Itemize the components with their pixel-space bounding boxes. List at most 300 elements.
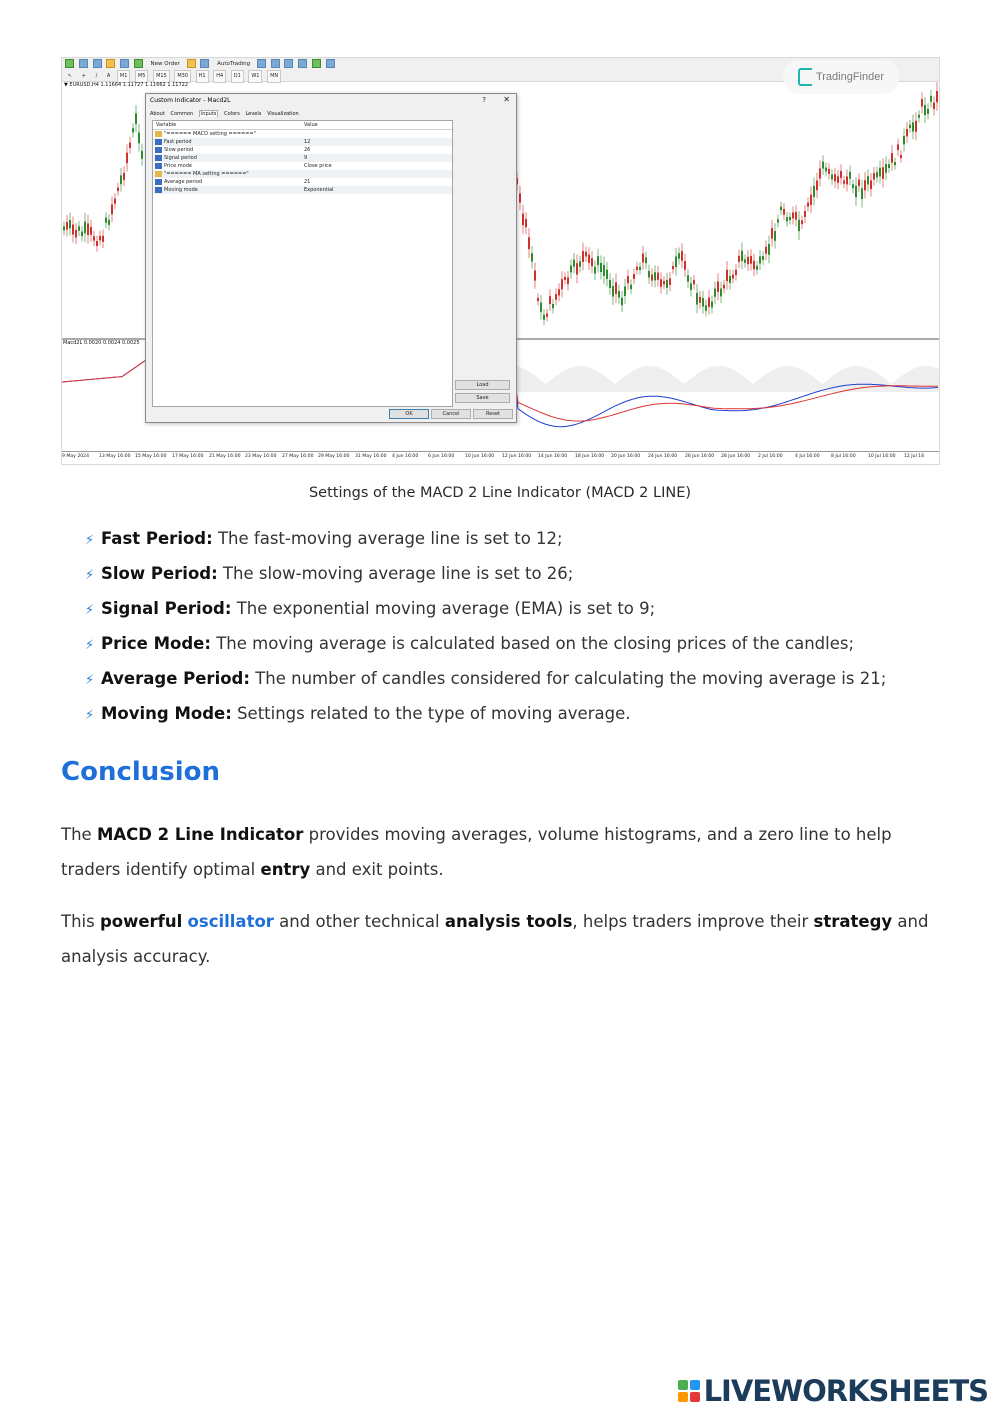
dialog-title: Custom Indicator - Macd2L [150,97,231,104]
indicator-settings-screenshot [61,57,940,465]
candle-body [702,298,704,307]
candle-body [651,275,653,281]
candle-body [633,274,635,279]
candle-body [891,153,893,163]
timeframe-m1[interactable]: M1 [117,70,131,83]
param-text: The slow-moving average line is set to 26; [217,564,574,583]
candle-body [618,291,620,298]
candle-body [711,301,713,307]
candle-body [609,280,611,288]
candle-body [819,168,821,178]
candle-body [906,129,908,136]
candle-body [621,298,623,306]
market-watch-icon[interactable] [93,59,102,68]
candle-body [813,186,815,197]
timeframe-w1[interactable]: W1 [248,70,262,83]
candle-body [696,293,698,305]
candle-body [549,296,551,304]
candle-body [600,263,602,272]
param-key: Slow Period: [101,564,218,583]
tradingfinder-mark-icon [798,68,812,86]
tab-common[interactable]: Common [170,111,194,117]
candle-body [129,143,131,148]
candle-body [66,222,68,230]
oscillator-link[interactable]: oscillator [187,912,274,931]
candle-body [690,283,692,290]
value-cell[interactable]: 12 [304,139,311,145]
candle-body [807,203,809,207]
candle-body [630,285,632,289]
candle-body [939,102,940,108]
help-button[interactable]: ? [482,96,486,104]
candle-body [693,280,695,284]
timeframe-mn[interactable]: MN [267,70,281,83]
table-row[interactable] [153,146,452,154]
candle-body [801,220,803,224]
number-type-icon [155,163,162,169]
editor-icon[interactable] [187,59,196,68]
candle-body [555,294,557,300]
timeframe-m5[interactable]: M5 [135,70,149,83]
timeframe-m15[interactable]: M15 [153,70,170,83]
number-type-icon [155,179,162,185]
candle-body [837,176,839,183]
number-type-icon [155,187,162,193]
date-tick-label: 31 May 16:00 [355,454,387,459]
candle-body [852,184,854,188]
param-key: Fast Period: [101,529,213,548]
list-item [85,597,886,632]
candle-body [792,212,794,218]
date-tick-label: 10 Jul 16:00 [868,454,896,459]
list-item [85,562,886,597]
bold-term: MACD 2 Line Indicator [96,825,304,844]
param-text: The moving average is calculated based on the closing prices of the candles; [210,634,855,653]
candle-body [867,176,869,184]
table-row[interactable] [153,162,452,170]
candle-chart-icon[interactable] [271,59,280,68]
candle-body [843,181,845,184]
param-text: The exponential moving average (EMA) is set to 9; [231,599,656,618]
candle-body [603,265,605,276]
candle-body [126,153,128,164]
candle-body [90,227,92,235]
date-tick-label: 18 Jun 16:00 [575,454,605,459]
candle-body [558,289,560,295]
candle-body [660,279,662,287]
table-row[interactable] [153,186,452,194]
lightning-bullet-icon: ⚡ [85,603,95,618]
candle-body [540,303,542,312]
candle-body [648,271,650,278]
tab-colors[interactable]: Colors [224,111,240,117]
param-text: Settings related to the type of moving average. [231,704,631,723]
timeframe-d1[interactable]: D1 [231,70,244,83]
candle-body [888,164,890,168]
candle-body [774,231,776,241]
candle-body [750,256,752,264]
conclusion-heading: Conclusion [61,757,221,787]
text-run: This [61,912,100,931]
logo-square [678,1380,688,1390]
string-type-icon [155,131,162,137]
date-tick-label: 23 May 16:00 [245,454,277,459]
candle-body [639,267,641,270]
reset-button[interactable]: Reset [473,409,513,419]
candle-body [636,267,638,270]
candle-body [543,315,545,320]
dialog-tabs [150,110,303,118]
candle-body [783,209,785,215]
line-tool-icon[interactable]: / [95,73,98,79]
candle-body [624,286,626,295]
profiles-icon[interactable] [79,59,88,68]
table-row[interactable] [153,170,452,178]
param-key: Moving Mode: [101,704,232,723]
bold-term: entry [260,860,311,879]
candle-body [117,188,119,191]
value-cell[interactable]: 26 [304,147,311,153]
bar-chart-icon[interactable] [257,59,266,68]
figure-caption: Settings of the MACD 2 Line Indicator (MACD 2 LINE) [308,485,692,501]
date-tick-label: 27 May 16:00 [282,454,314,459]
candle-body [132,128,134,132]
candle-body [75,230,77,237]
candle-body [528,237,530,249]
candle-body [576,263,578,274]
save-button[interactable]: Save [455,393,510,403]
tab-inputs[interactable]: Inputs [200,111,217,117]
candle-body [804,211,806,217]
candle-body [93,236,95,241]
candle-body [63,226,65,230]
candle-body [102,236,104,242]
text-run: , helps traders improve their [572,912,814,931]
brand-name: TradingFinder [815,71,885,83]
candle-body [594,267,596,274]
number-type-icon [155,147,162,153]
candle-body [69,220,71,228]
tab-levels[interactable]: Levels [245,111,262,117]
new-chart-icon[interactable] [65,59,74,68]
candle-body [546,313,548,316]
candle-body [897,144,899,150]
candle-body [846,176,848,184]
timeframe-h4[interactable]: H4 [213,70,226,83]
candle-body [741,251,743,261]
parameter-list [85,527,886,737]
candle-body [699,297,701,303]
candle-body [933,103,935,109]
candle-body [909,125,911,128]
tab-about[interactable]: About [150,111,165,117]
candle-body [879,168,881,177]
candle-body [642,253,644,262]
text-tool-icon[interactable]: A [106,73,111,79]
symbol-quote-line: ▼ EURUSD,H4 1.11664 1.11727 1.11662 1.11722 [64,82,189,88]
date-tick-label: 4 Jun 16:00 [392,454,419,459]
candle-body [915,121,917,132]
text-run: The [61,825,97,844]
variable-column-header: Variable [156,122,177,128]
candle-body [585,252,587,257]
candle-body [120,175,122,184]
candle-body [738,256,740,262]
candle-body [726,270,728,281]
bold-term: powerful [99,912,183,931]
candle-body [564,277,566,280]
table-row[interactable] [153,154,452,162]
close-button[interactable]: ✕ [503,95,510,104]
candle-body [822,162,824,169]
candle-body [657,273,659,280]
tab-visualization[interactable]: Visualization [267,111,299,117]
autotrading-button[interactable]: AutoTrading [217,61,251,67]
lightning-bullet-icon: ⚡ [85,568,95,583]
indicators-icon[interactable] [312,59,321,68]
candle-body [780,207,782,211]
number-type-icon [155,139,162,145]
param-key: Signal Period: [101,599,232,618]
navigator-icon[interactable] [106,59,115,68]
candle-body [81,232,83,237]
date-tick-label: 21 May 16:00 [209,454,241,459]
candle-body [918,115,920,118]
candle-body [936,91,938,102]
candle-body [870,180,872,189]
candle-body [786,217,788,221]
param-text: The fast-moving average line is set to 12; [212,529,563,548]
candle-body [606,270,608,279]
value-cell[interactable]: 21 [304,179,311,185]
logo-square [678,1392,688,1402]
candle-body [579,261,581,266]
terminal-icon[interactable] [120,59,129,68]
candle-body [882,167,884,179]
candle-body [654,272,656,280]
date-tick-label: 20 Jun 16:00 [611,454,641,459]
date-tick-label: 13 May 16:00 [99,454,131,459]
candle-body [570,266,572,273]
candle-body [72,224,74,234]
date-tick-label: 24 Jun 16:00 [648,454,678,459]
candle-body [723,285,725,289]
param-key: Average Period: [101,669,250,688]
candle-body [861,188,863,199]
candle-body [747,257,749,264]
variable-cell: Slow period [164,147,194,153]
candle-body [768,244,770,255]
candle-body [900,155,902,158]
date-tick-label: 8 Jul 16:00 [831,454,856,459]
macd-indicator-label: Macd2L 0.0020 0.0024 0.0025 [63,340,140,346]
value-cell[interactable]: Close price [304,163,332,169]
candle-body [831,175,833,180]
ok-button[interactable]: OK [389,409,429,419]
list-item [85,632,886,667]
value-column-header: Value [304,122,318,128]
date-tick-label: 15 May 16:00 [135,454,167,459]
logo-square [690,1392,700,1402]
conclusion-paragraph-2 [61,904,941,974]
candle-body [708,298,710,307]
variable-cell: Price mode [164,163,192,169]
candle-body [795,212,797,219]
candle-body [141,151,143,159]
date-axis [62,451,939,465]
candle-body [84,222,86,234]
logo-square [690,1380,700,1390]
text-run: and exit points. [310,860,444,879]
bold-term: strategy [813,912,893,931]
lightning-bullet-icon: ⚡ [85,673,95,688]
candle-body [864,180,866,190]
number-type-icon [155,155,162,161]
text-run: provides moving averages, volume histograms, and a zero line to help traders identify optimal [61,825,892,879]
candle-body [735,270,737,275]
candle-body [720,289,722,297]
candle-body [663,281,665,285]
table-row[interactable] [153,178,452,186]
periods-icon[interactable] [326,59,335,68]
variable-cell: "====== MACD setting ======" [164,131,256,137]
variable-cell: "====== MA setting ======" [164,171,249,177]
candle-body [876,172,878,177]
crosshair-icon[interactable]: + [81,73,86,79]
text-run: and analysis accuracy. [61,912,929,966]
candle-body [519,193,521,202]
candle-body [567,277,569,284]
variable-cell: Average period [164,179,203,185]
variable-cell: Fast period [164,139,192,145]
liveworksheets-wordmark: LIVEWORKSHEETS [703,1374,988,1408]
candle-body [759,256,761,263]
date-tick-label: 29 May 16:00 [318,454,350,459]
date-tick-label: 2 Jul 16:00 [758,454,783,459]
candle-body [930,96,932,102]
candle-body [714,289,716,297]
tradingfinder-logo [783,60,899,94]
candle-body [99,236,101,240]
candle-body [96,241,98,246]
candle-body [666,280,668,288]
date-tick-label: 4 Jul 16:00 [795,454,820,459]
load-button[interactable]: Load [455,380,510,390]
table-row[interactable] [153,130,452,138]
candle-body [681,251,683,261]
candle-body [825,167,827,171]
table-header [153,121,452,130]
date-tick-label: 12 Jun 16:00 [502,454,532,459]
candle-body [615,282,617,294]
candle-body [729,276,731,283]
date-tick-label: 12 Jul 16 [904,454,925,459]
candle-body [810,195,812,205]
date-tick-label: 17 May 16:00 [172,454,204,459]
candle-body [798,220,800,231]
inputs-table [152,120,453,407]
candle-body [717,282,719,292]
candle-body [924,105,926,115]
cursor-icon[interactable]: ↖ [68,73,73,79]
conclusion-paragraph-1 [61,817,941,887]
new-order-icon [134,59,143,68]
candle-body [816,181,818,191]
candle-body [108,220,110,225]
lightning-bullet-icon: ⚡ [85,638,95,653]
candle-body [834,174,836,181]
candle-body [894,162,896,165]
candle-body [534,270,536,280]
candle-body [87,223,89,235]
candle-body [138,133,140,144]
candle-body [645,257,647,263]
candle-body [687,275,689,281]
timeframe-m30[interactable]: M30 [174,70,191,83]
candle-body [927,109,929,114]
candle-body [582,251,584,262]
candle-body [753,261,755,269]
candle-body [675,256,677,267]
list-item [85,667,886,702]
new-order-button[interactable]: New Order [150,61,180,67]
param-key: Price Mode: [101,634,211,653]
candle-body [114,199,116,204]
date-tick-label: 14 Jun 16:00 [538,454,568,459]
zoom-in-icon[interactable] [284,59,293,68]
variable-cell: Signal period [164,155,197,161]
candle-body [858,179,860,185]
candle-body [522,214,524,226]
candle-body [552,304,554,308]
candle-body [762,256,764,260]
candle-body [840,171,842,178]
candle-body [789,217,791,220]
candle-body [921,99,923,107]
candle-body [756,266,758,270]
date-tick-label: 9 May 2024 [62,454,90,459]
candle-body [78,226,80,230]
variable-cell: Moving mode [164,187,198,193]
candle-body [744,259,746,262]
timeframe-h1[interactable]: H1 [196,70,209,83]
candle-body [537,298,539,301]
candle-body [873,173,875,179]
value-cell[interactable]: Exponential [304,187,334,193]
bold-term: analysis tools [444,912,573,931]
candle-body [612,286,614,296]
candle-body [531,253,533,261]
candle-body [588,255,590,263]
candle-body [105,218,107,223]
candle-body [912,122,914,131]
zoom-out-icon[interactable] [298,59,307,68]
custom-indicator-dialog [145,93,517,423]
date-tick-label: 28 Jun 16:00 [721,454,751,459]
value-cell[interactable]: 9 [304,155,308,161]
param-text: The number of candles considered for calculating the moving average is 21; [249,669,887,688]
list-item [85,527,886,562]
candle-body [732,275,734,279]
date-tick-label: 26 Jun 16:00 [685,454,715,459]
candle-body [591,258,593,266]
candle-body [903,136,905,144]
liveworksheets-logo [678,1374,988,1408]
candle-body [777,219,779,222]
date-tick-label: 10 Jun 16:00 [465,454,495,459]
table-row[interactable] [153,138,452,146]
cancel-button[interactable]: Cancel [431,409,471,419]
